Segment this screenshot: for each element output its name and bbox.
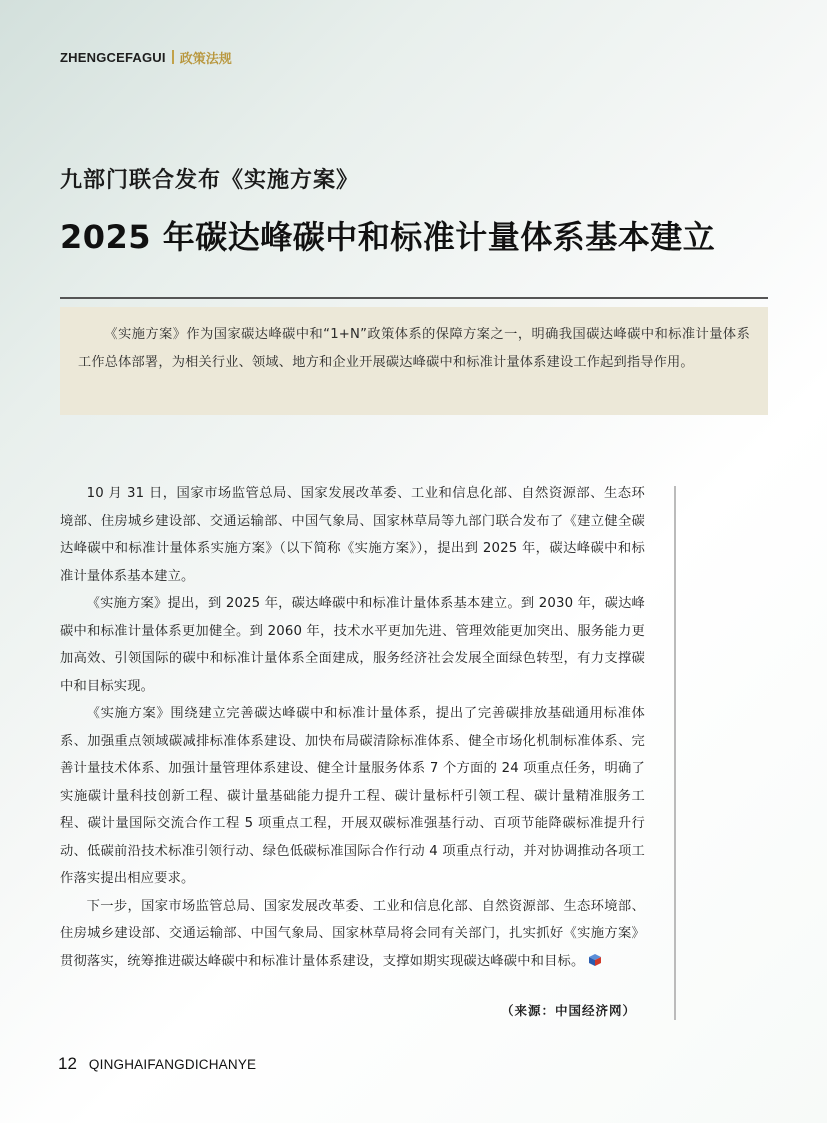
article-title: 2025 年碳达峰碳中和标准计量体系基本建立 bbox=[60, 218, 716, 256]
article-subtitle: 九部门联合发布《实施方案》 bbox=[60, 168, 360, 193]
column-rule bbox=[674, 486, 676, 1020]
article-paragraph-last bbox=[60, 893, 645, 976]
section-name-en: ZHENGCEFAGUI bbox=[60, 49, 166, 65]
section-divider bbox=[172, 50, 174, 64]
article-paragraph-text: 下一步，国家市场监管总局、国家发展改革委、工业和信息化部、自然资源部、生态环境部、住房城乡建设部、交通运输部、中国气象局、国家林草局将会同有关部门，扎实抓好《实施方案》贯彻落实，统筹推进碳达峰碳中和标准计量体系建设，支撑如期实现碳达峰碳中和目标。 bbox=[60, 898, 645, 969]
article-body bbox=[60, 480, 645, 975]
abstract-text: 《实施方案》作为国家碳达峰碳中和“1+N”政策体系的保障方案之一，明确我国碳达峰碳中和标准计量体系工作总体部署，为相关行业、领域、地方和企业开展碳达峰碳中和标准计量体系建设工作起到指导作用。 bbox=[78, 327, 750, 370]
magazine-name: QINGHAIFANGDICHANYE bbox=[88, 1056, 257, 1072]
article-paragraph: 10 月 31 日，国家市场监管总局、国家发展改革委、工业和信息化部、自然资源部、生态环境部、住房城乡建设部、交通运输部、中国气象局、国家林草局等九部门联合发布了《建立健全碳达峰碳中和标准计量体系实施方案》（以下简称《实施方案》），提出到 2025 年，碳达峰碳中和标准计量体系基本建立。 bbox=[60, 486, 645, 584]
article-paragraph: 《实施方案》提出，到 2025 年，碳达峰碳中和标准计量体系基本建立。到 2030 年，碳达峰碳中和标准计量体系更加健全。到 2060 年，技术水平更加先进、管理效能更加突出、服务能力更加高效、引领国际的碳中和标准计量体系全面建成，服务经济社会发展全面绿色转型，有力支撑碳中和目标实现。 bbox=[60, 596, 645, 694]
section-name-cn: 政策法规 bbox=[179, 51, 232, 67]
title-divider bbox=[60, 297, 768, 299]
abstract-box bbox=[60, 307, 768, 415]
article-paragraph: 《实施方案》围绕建立完善碳达峰碳中和标准计量体系，提出了完善碳排放基础通用标准体系、加强重点领域碳减排标准体系建设、加快布局碳清除标准体系、健全市场化机制标准体系、完善计量技术体系、加强计量管理体系建设、健全计量服务体系 7 个方面的 24 项重点任务，明确了实施碳计量科技创新工程、碳计量基础能力提升工程、碳计量标杆引领工程、碳计量精准服务工程、碳计量国际交流合作工程 5 项重点工程，开展双碳标准强基行动、百项节能降碳标准提升行动、低碳前沿技术标准引领行动、绿色低碳标准国际合作行动 4 项重点行动，并对协调推动各项工作落实提出相应要求。 bbox=[60, 706, 645, 886]
section-header bbox=[60, 48, 232, 66]
article-source: （来源：中国经济网） bbox=[500, 1003, 636, 1018]
cube-end-mark-icon bbox=[588, 953, 602, 967]
page-footer bbox=[58, 1054, 256, 1074]
page-number: 12 bbox=[58, 1054, 77, 1073]
